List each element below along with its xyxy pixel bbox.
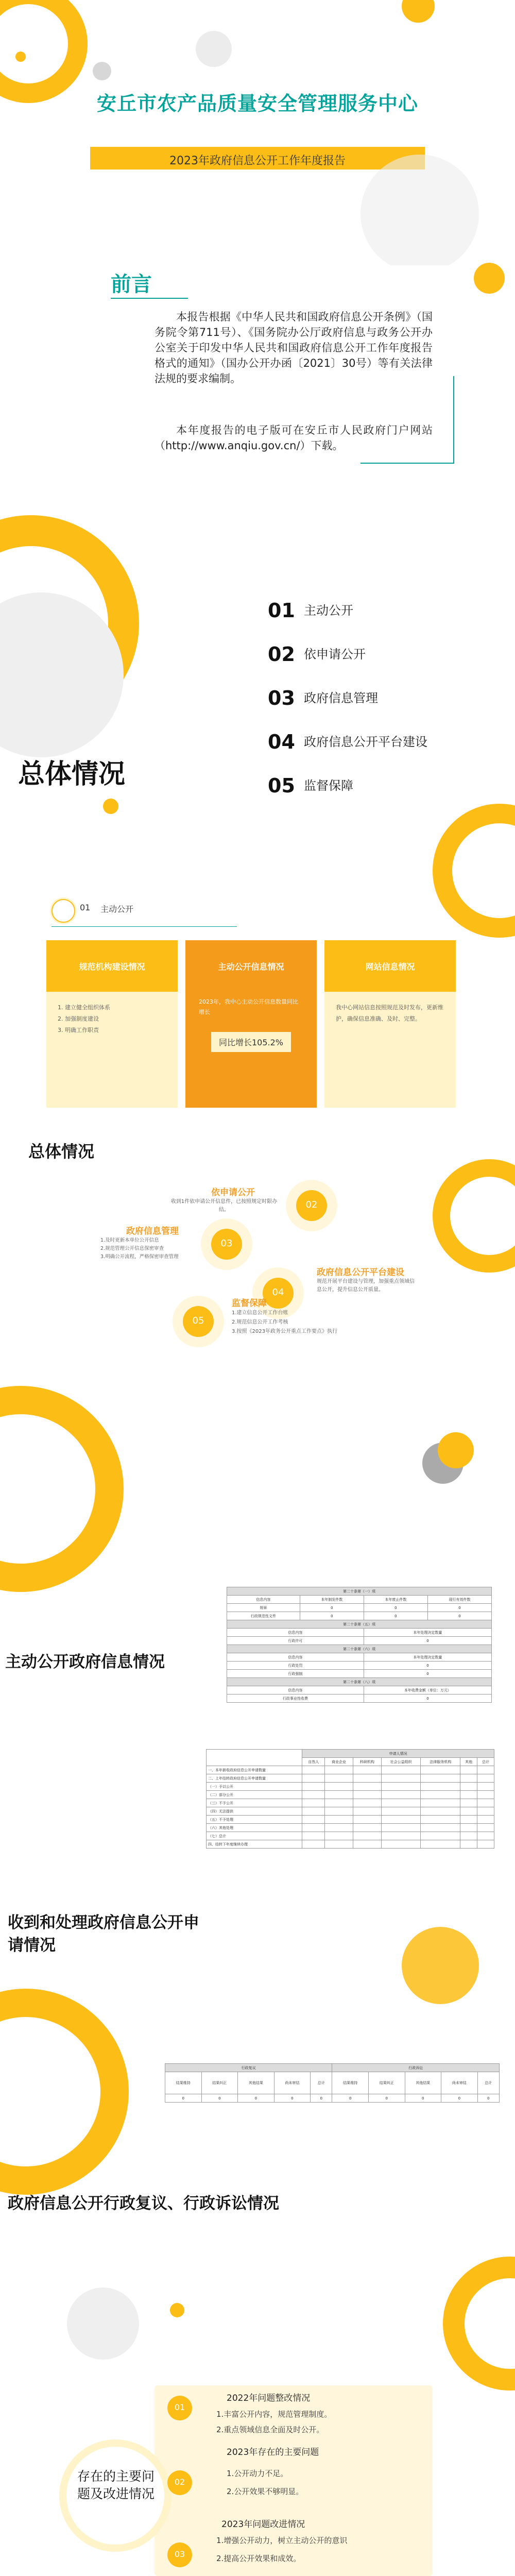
table-cell xyxy=(325,1774,353,1783)
table-cell xyxy=(325,1791,353,1799)
toc-num: 04 xyxy=(268,731,295,753)
table-row xyxy=(227,1670,492,1678)
table-col-header: 法律服务机构 xyxy=(421,1758,460,1766)
table-cell: 行政规范性文件 xyxy=(227,1612,300,1620)
badge-line xyxy=(52,926,237,927)
deco-dot xyxy=(93,62,111,80)
preface-bracket-v xyxy=(453,376,454,464)
table-cell xyxy=(353,1799,381,1807)
toc-label: 政府信息公开平台建设 xyxy=(304,735,427,749)
table-row-label: 四、结转下年度继续办理 xyxy=(207,1840,302,1849)
overview-card-3 xyxy=(324,940,456,1108)
section-active-title: 主动公开政府信息情况 xyxy=(5,1653,165,1671)
table-cell xyxy=(325,1807,353,1816)
step-num: 04 xyxy=(272,1287,284,1298)
problems-heading: 2022年问题整改情况 xyxy=(227,2393,311,2403)
table-cell: 行政强制 xyxy=(227,1670,364,1678)
table-section-header: 第二十条第（六）项 xyxy=(227,1645,492,1653)
table-row-label: （七）总计 xyxy=(207,1832,302,1840)
problems-num: 02 xyxy=(174,2477,185,2487)
table-row-label: （五）不予处理 xyxy=(207,1816,302,1824)
table-cell xyxy=(460,1832,477,1840)
toc-num: 02 xyxy=(268,643,295,666)
table-cell: 0 xyxy=(364,1612,427,1620)
table-cell xyxy=(421,1824,460,1832)
table-cell xyxy=(477,1816,494,1824)
step-title: 政府信息管理 xyxy=(126,1226,179,1236)
table-col-header: 商业企业 xyxy=(325,1758,353,1766)
table-cell xyxy=(302,1766,325,1774)
deco-dot xyxy=(170,2303,184,2317)
table-cell xyxy=(381,1816,421,1824)
table-active-1 xyxy=(227,1587,492,1703)
table-section-header: 申请人情况 xyxy=(302,1750,494,1758)
table-cell: 规章 xyxy=(227,1604,300,1612)
deco-dot xyxy=(402,1927,479,2004)
table-cell: 0 xyxy=(274,2094,311,2103)
table-cell xyxy=(302,1783,325,1791)
table-col-header: 本年废止件数 xyxy=(364,1596,427,1604)
problems-num: 03 xyxy=(174,2549,185,2559)
toc-label: 依申请公开 xyxy=(304,647,366,662)
table-row xyxy=(207,1774,494,1783)
card-body: 2023年，我中心主动公开信息数量同比增长 xyxy=(199,998,298,1015)
table-col-header: 其他结果 xyxy=(238,2072,274,2094)
table-cell xyxy=(460,1824,477,1832)
table-cell: 0 xyxy=(165,2094,202,2103)
table-cell xyxy=(325,1832,353,1840)
toc-item-3[interactable] xyxy=(268,688,378,708)
table-cell xyxy=(477,1766,494,1774)
table-cell xyxy=(421,1816,460,1824)
badge-num: 01 xyxy=(80,903,91,912)
table-cell: 0 xyxy=(201,2094,238,2103)
table-row-label: （三）不予公开 xyxy=(207,1799,302,1807)
problems-heading: 2023年存在的主要问题 xyxy=(227,2447,319,2458)
table-row xyxy=(207,1832,494,1840)
card-header xyxy=(46,940,178,992)
card-header xyxy=(185,940,317,992)
table-col-header: 本年处理决定数量 xyxy=(364,1629,491,1637)
table-cell xyxy=(381,1783,421,1791)
table-cell xyxy=(325,1840,353,1849)
table-cell xyxy=(421,1766,460,1774)
card-title: 网站信息情况 xyxy=(365,961,415,972)
table-col-header: 尚未审结 xyxy=(274,2072,311,2094)
toc-item-4[interactable] xyxy=(268,732,427,752)
table-row xyxy=(207,1783,494,1791)
table-cell xyxy=(477,1783,494,1791)
table-row xyxy=(165,2094,500,2103)
deco-dot xyxy=(196,31,232,67)
table-active xyxy=(227,1587,492,1703)
table-cell xyxy=(477,1840,494,1849)
table-cell xyxy=(460,1766,477,1774)
table-col-header: 总计 xyxy=(311,2072,332,2094)
table-col-header: 信息内容 xyxy=(227,1653,364,1662)
problems-text: 1.增强公开动力，树立主动公开的意识 xyxy=(216,2536,348,2545)
card-title: 主动公开信息情况 xyxy=(218,961,284,972)
table-cell xyxy=(381,1832,421,1840)
table-row-label: （一）予以公开 xyxy=(207,1783,302,1791)
table-cell xyxy=(421,1832,460,1840)
toc-label: 监督保障 xyxy=(304,778,353,793)
table-row xyxy=(227,1604,492,1612)
table-cell xyxy=(302,1840,325,1849)
table-col-header: 信息内容 xyxy=(227,1629,364,1637)
badge-icon xyxy=(52,899,75,923)
table-section-header: 第二十条第（五）项 xyxy=(227,1620,492,1629)
table-section-header: 行政诉讼 xyxy=(332,2064,500,2072)
table-col-header: 结果纠正 xyxy=(201,2072,238,2094)
overview-title: 总体情况 xyxy=(18,759,126,790)
preface-bracket-h xyxy=(360,463,454,464)
table-cell xyxy=(421,1783,460,1791)
table-cell xyxy=(381,1840,421,1849)
table-apply xyxy=(206,1749,494,1849)
deco-dot xyxy=(103,799,118,814)
table-cell xyxy=(381,1766,421,1774)
table-cell xyxy=(353,1807,381,1816)
table-col-header: 信息内容 xyxy=(227,1686,364,1694)
table-cell: 0 xyxy=(364,1670,491,1678)
table-col-header: 信息内容 xyxy=(227,1596,300,1604)
deco-dot xyxy=(15,52,26,62)
problems-label: 存在的主要问题及改进情况 xyxy=(77,2469,154,2501)
step-body: 1.及时更新本单位公开信息 2.规范管理公开信息保密审查 3.明确公开流程，严格保密审查管理 xyxy=(100,1238,179,1260)
table-cell: 0 xyxy=(427,1612,491,1620)
table-apply-body xyxy=(207,1766,494,1849)
table-col-header: 现行有效件数 xyxy=(427,1596,491,1604)
table-cell xyxy=(421,1791,460,1799)
table-cell xyxy=(353,1840,381,1849)
table-cell xyxy=(381,1774,421,1783)
table-cell: 0 xyxy=(311,2094,332,2103)
table-col-header: 本年收费金额（单位：万元） xyxy=(364,1686,491,1694)
toc-item-5[interactable] xyxy=(268,775,353,795)
table-cell xyxy=(353,1774,381,1783)
table-cell xyxy=(421,1774,460,1783)
step-title: 依申请公开 xyxy=(211,1188,255,1198)
deco-dot xyxy=(360,155,479,273)
toc-num: 05 xyxy=(268,774,295,797)
table-corner xyxy=(207,1750,302,1766)
table-row xyxy=(207,1840,494,1849)
table-cell xyxy=(477,1824,494,1832)
problems-heading: 2023年问题改进情况 xyxy=(221,2519,305,2530)
step-body: 1.建立信息公开工作台账 2.规范信息公开工作考核 3.按照《2023年政务公开重点工作要点》执行 xyxy=(232,1310,337,1334)
table-cell: 行政处罚 xyxy=(227,1662,364,1670)
table-row-label: （二）部分公开 xyxy=(207,1791,302,1799)
table-col-header: 科研机构 xyxy=(353,1758,381,1766)
table-cell xyxy=(477,1832,494,1840)
step-body: 收到1件依申请公开信息件，已按照规定时限办结。 xyxy=(170,1199,278,1213)
table-cell xyxy=(302,1824,325,1832)
table-cell: 0 xyxy=(368,2094,405,2103)
table-cell xyxy=(353,1832,381,1840)
problems-text: 2.公开效果不够明显。 xyxy=(227,2487,304,2496)
table-cell xyxy=(381,1807,421,1816)
table-cell xyxy=(460,1774,477,1783)
table-cell: 0 xyxy=(364,1637,491,1645)
table-cell: 0 xyxy=(427,1604,491,1612)
deco-ring xyxy=(0,1386,124,1592)
problems-text: 2.提高公开效果和成效。 xyxy=(216,2554,301,2563)
table-cell xyxy=(302,1799,325,1807)
table-row-label: （四）无法提供 xyxy=(207,1807,302,1816)
table-cell xyxy=(421,1840,460,1849)
table-col-header: 本年处理决定数量 xyxy=(364,1653,491,1662)
step-body: 规范开展平台建设与管理，加强重点领域信息公开，提升信息公开质量。 xyxy=(317,1279,415,1293)
table-cell: 0 xyxy=(364,1694,491,1703)
table-cell: 0 xyxy=(300,1604,364,1612)
table-row xyxy=(207,1807,494,1816)
table-cell xyxy=(353,1766,381,1774)
card-body: 1. 建立健全组织体系 2. 加强制度建设 3. 明确工作职责 xyxy=(58,1004,110,1033)
badge-label: 主动公开 xyxy=(100,904,134,914)
table-col-header: 总计 xyxy=(477,1758,494,1766)
table-cell xyxy=(460,1791,477,1799)
report-title: 2023年政府信息公开工作年度报告 xyxy=(169,155,346,167)
table-row xyxy=(207,1766,494,1774)
table-cell xyxy=(302,1774,325,1783)
table-cell xyxy=(325,1799,353,1807)
table-cell xyxy=(325,1816,353,1824)
preface-body: 本报告根据《中华人民共和国政府信息公开条例》（国务院令第711号）、《国务院办公厅政府信息与政务公开办公室关于印发中华人民共和国政府信息公开工作年度报告格式的通知》（国办公开办函〔2021〕30号）等有关法律法规的要求编制。 xyxy=(154,311,433,385)
problems-text: 2.重点领域信息全面及时公开。 xyxy=(216,2425,324,2434)
table-cell xyxy=(302,1807,325,1816)
table-col-header: 结果纠正 xyxy=(368,2072,405,2094)
table-cell xyxy=(302,1832,325,1840)
table-row xyxy=(207,1816,494,1824)
table-cell: 0 xyxy=(441,2094,478,2103)
problems-text: 1.丰富公开内容，规范管理制度。 xyxy=(216,2410,332,2419)
toc-item-2[interactable] xyxy=(268,644,366,664)
table-cell: 0 xyxy=(332,2094,369,2103)
table-review-grid xyxy=(165,2063,500,2103)
table-section-header: 行政复议 xyxy=(165,2064,332,2072)
org-title: 安丘市农产品质量安全管理服务中心 xyxy=(96,92,418,115)
table-cell: 0 xyxy=(300,1612,364,1620)
deco-dot xyxy=(402,0,435,23)
table-cell xyxy=(381,1799,421,1807)
table-cell: 0 xyxy=(405,2094,441,2103)
table-cell xyxy=(477,1774,494,1783)
table-cell: 行政许可 xyxy=(227,1637,364,1645)
table-cell xyxy=(381,1791,421,1799)
table-cell: 行政事业性收费 xyxy=(227,1694,364,1703)
step-num: 03 xyxy=(220,1238,233,1249)
table-cell xyxy=(302,1791,325,1799)
deco-ring xyxy=(433,1159,515,1273)
table-cell xyxy=(460,1799,477,1807)
overview-card-2 xyxy=(185,940,317,1108)
table-cell xyxy=(421,1799,460,1807)
card-body: 我中心网站信息按照规范及时发布，更新维护，确保信息准确、及时、完整。 xyxy=(336,1004,443,1022)
table-cell xyxy=(325,1783,353,1791)
table-col-header: 总计 xyxy=(477,2072,499,2094)
table-row xyxy=(207,1799,494,1807)
table-cell xyxy=(353,1791,381,1799)
table-cell xyxy=(477,1791,494,1799)
deco-dot xyxy=(67,2287,139,2360)
table-cell: 0 xyxy=(238,2094,274,2103)
toc-num: 03 xyxy=(268,687,295,709)
table-row xyxy=(207,1824,494,1832)
step-num: 02 xyxy=(305,1199,318,1210)
toc-label: 政府信息管理 xyxy=(304,691,378,705)
deco-ring xyxy=(0,1989,129,2195)
step-title: 监督保障 xyxy=(232,1298,267,1309)
table-cell: 0 xyxy=(477,2094,499,2103)
table-cell xyxy=(325,1766,353,1774)
toc-num: 01 xyxy=(268,599,295,622)
card-stat: 同比增长105.2% xyxy=(211,1032,291,1052)
card-title: 规范机构建设情况 xyxy=(79,961,145,972)
table-apply-grid xyxy=(206,1749,494,1849)
table-col-header: 其他 xyxy=(460,1758,477,1766)
table-cell: 0 xyxy=(364,1662,491,1670)
card-header xyxy=(324,940,456,992)
table-col-header: 本年制发件数 xyxy=(300,1596,364,1604)
table-row-label: 二、上年结转政府信息公开申请数量 xyxy=(207,1774,302,1783)
table-cell xyxy=(421,1807,460,1816)
problems-text: 1.公开动力不足。 xyxy=(227,2469,288,2478)
deco-dot xyxy=(474,263,505,294)
section-apply-title: 收到和处理政府信息公开申请情况 xyxy=(8,1913,199,1955)
step-num: 05 xyxy=(192,1315,204,1326)
table-cell xyxy=(460,1783,477,1791)
table-cell xyxy=(460,1816,477,1824)
overview-card-1 xyxy=(46,940,178,1108)
preface-heading: 前言 xyxy=(111,273,152,296)
overview2-title: 总体情况 xyxy=(28,1142,95,1161)
table-col-header: 其他结果 xyxy=(405,2072,441,2094)
table-col-headers xyxy=(165,2072,500,2094)
table-col-header: 自然人 xyxy=(302,1758,325,1766)
deco-ring xyxy=(443,2257,515,2391)
table-cell xyxy=(477,1807,494,1816)
deco-dot xyxy=(438,1432,474,1468)
table-cell xyxy=(325,1824,353,1832)
problems-num: 01 xyxy=(174,2402,185,2412)
table-section-header: 第二十条第（八）项 xyxy=(227,1678,492,1686)
table-col-header: 结果维持 xyxy=(165,2072,202,2094)
table-row xyxy=(227,1694,492,1703)
preface-body-2: 本年度报告的电子版可在安丘市人民政府门户网站（http://www.anqiu.gov.cn/）下载。 xyxy=(154,424,433,452)
table-cell xyxy=(302,1816,325,1824)
table-col-header: 社会公益组织 xyxy=(381,1758,421,1766)
deco-ring xyxy=(433,804,515,938)
table-row-label: （六）其他处理 xyxy=(207,1824,302,1832)
section-review-title: 政府信息公开行政复议、行政诉讼情况 xyxy=(8,2194,279,2213)
table-row xyxy=(227,1612,492,1620)
table-cell xyxy=(353,1824,381,1832)
table-section-header: 第二十条第（一）项 xyxy=(227,1587,492,1596)
preface-divider xyxy=(111,298,188,299)
table-cell: 0 xyxy=(364,1604,427,1612)
table-cell xyxy=(381,1824,421,1832)
toc-label: 主动公开 xyxy=(304,603,353,618)
table-cell xyxy=(353,1816,381,1824)
table-row xyxy=(227,1662,492,1670)
table-review xyxy=(165,2063,500,2103)
table-col-header: 结果维持 xyxy=(332,2072,369,2094)
table-row-label: 一、本年新收政府信息公开申请数量 xyxy=(207,1766,302,1774)
table-col-header: 尚未审结 xyxy=(441,2072,478,2094)
step-title: 政府信息公开平台建设 xyxy=(317,1267,404,1278)
table-cell xyxy=(353,1783,381,1791)
table-cell xyxy=(477,1799,494,1807)
toc-item-1[interactable] xyxy=(268,600,353,620)
table-row xyxy=(207,1791,494,1799)
table-cell xyxy=(460,1840,477,1849)
table-cell xyxy=(460,1807,477,1816)
table-row xyxy=(227,1637,492,1645)
